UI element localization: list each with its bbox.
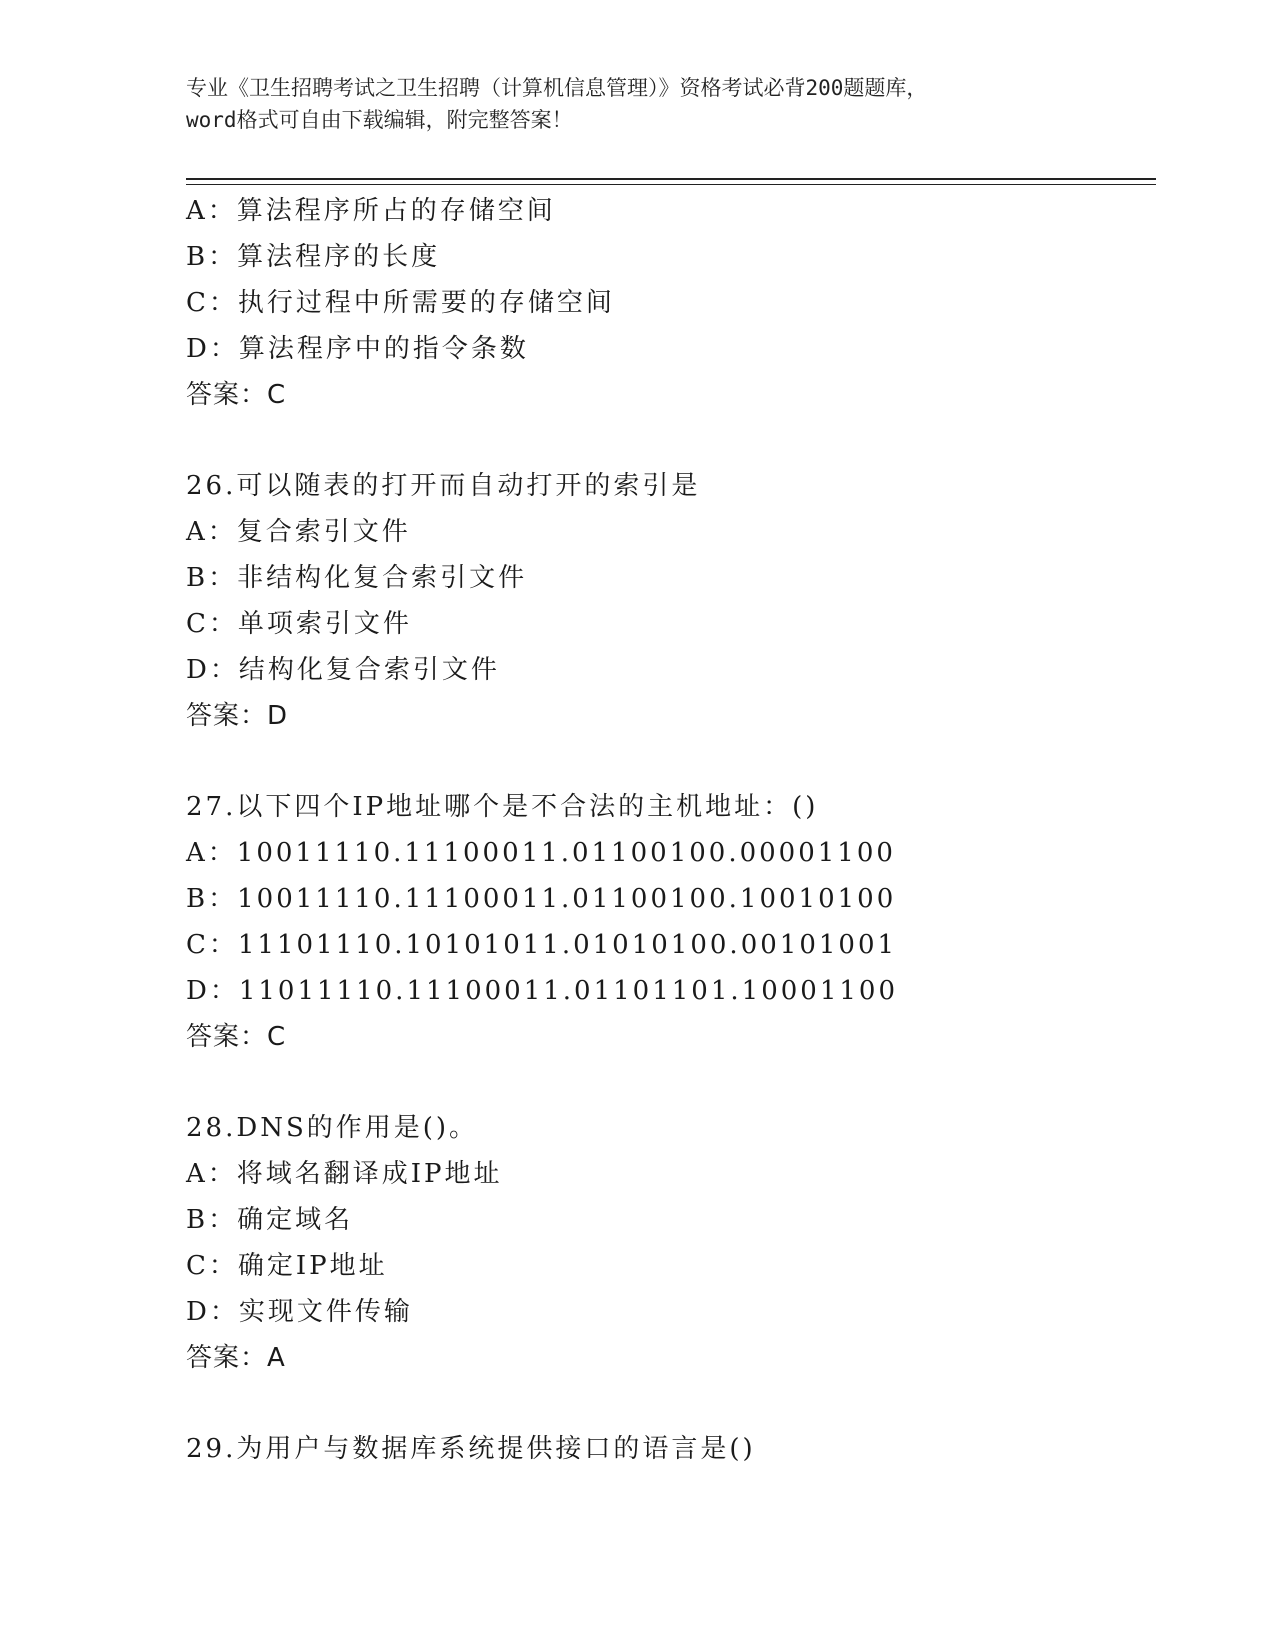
question-block-28 [186, 1105, 1146, 1381]
option-a: A：10011110.11100011.01100100.00001100 [186, 838, 896, 868]
question-block-26 [186, 463, 1146, 739]
header-line-1: 专业《卫生招聘考试之卫生招聘（计算机信息管理）》资格考试必背200题题库， [186, 76, 928, 100]
header-divider-thick [186, 178, 1156, 180]
option-d: D：11011110.11100011.01101101.10001100 [186, 976, 898, 1006]
question-list [186, 188, 1146, 1472]
option-c: C：单项索引文件 [186, 609, 412, 639]
header-line-2: word格式可自由下载编辑，附完整答案！ [186, 108, 573, 132]
question-block-27 [186, 784, 1146, 1060]
option-b: B：确定域名 [186, 1205, 354, 1235]
option-d: D：算法程序中的指令条数 [186, 334, 529, 364]
question-text: 26.可以随表的打开而自动打开的索引是 [186, 471, 701, 501]
option-c: C：确定IP地址 [186, 1251, 388, 1281]
option-d: D：结构化复合索引文件 [186, 655, 500, 685]
question-block-25 [186, 188, 1146, 418]
option-a: A：复合索引文件 [186, 517, 411, 547]
option-b: B：算法程序的长度 [186, 242, 441, 272]
question-text: 28.DNS的作用是()。 [186, 1113, 479, 1143]
option-b: B：10011110.11100011.01100100.10010100 [186, 884, 897, 914]
option-b: B：非结构化复合索引文件 [186, 563, 528, 593]
option-c: C：11101110.10101011.01010100.00101001 [186, 930, 898, 960]
question-text: 27.以下四个IP地址哪个是不合法的主机地址：() [186, 792, 819, 822]
option-c: C：执行过程中所需要的存储空间 [186, 288, 615, 318]
answer: 答案：D [186, 701, 289, 731]
answer: 答案：A [186, 1343, 286, 1373]
option-a: A：将域名翻译成IP地址 [186, 1159, 503, 1189]
answer: 答案：C [186, 380, 287, 410]
question-block-29 [186, 1426, 1146, 1472]
document-header [186, 72, 1086, 136]
option-a: A：算法程序所占的存储空间 [186, 196, 556, 226]
option-d: D：实现文件传输 [186, 1297, 413, 1327]
answer: 答案：C [186, 1022, 287, 1052]
header-divider-thin [186, 184, 1156, 185]
question-text: 29.为用户与数据库系统提供接口的语言是() [186, 1434, 756, 1464]
